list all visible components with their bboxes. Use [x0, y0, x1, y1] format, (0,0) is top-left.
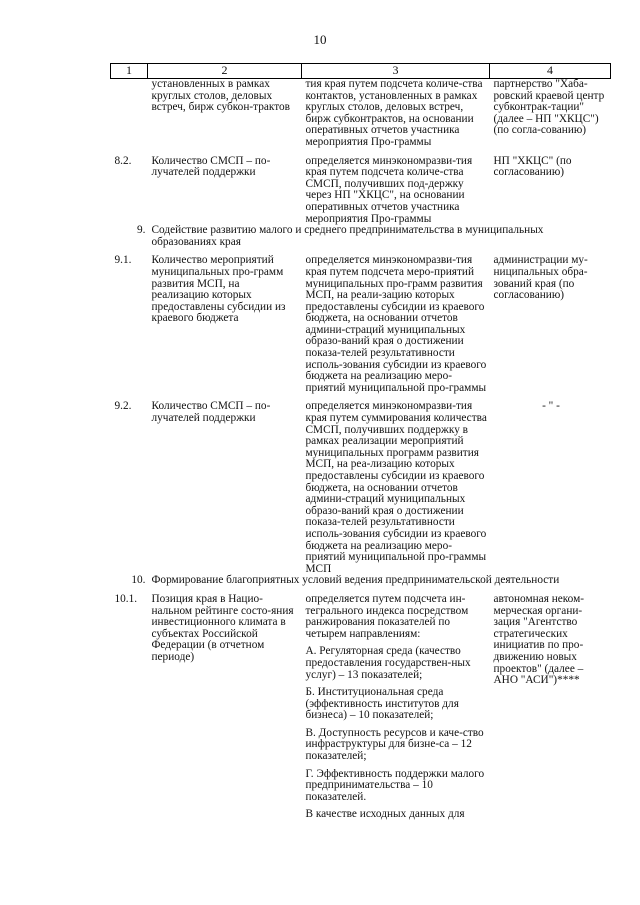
continuation-method: тия края путем подсчета количе-ства контактов, установленных в рамках круглых столов, деловых встреч, бирж субконтрактов, на основании оперативных отчетов участника мероприятия Про-граммы	[305, 78, 483, 148]
section-title: Содействие развитию малого и среднего предпринимательства в муниципальных образованиях края	[151, 224, 544, 248]
method-cell	[302, 587, 490, 827]
header-col-2: 2	[148, 64, 302, 79]
indicator-cell: Позиция края в Нацио-нальном рейтинге состо-яния инвестиционного климата в субъектах Российской Федерации (в отчетном периоде)	[151, 592, 294, 663]
method-item-g: Г. Эффективность поддержки малого предпринимательства – 10 показателей.	[305, 767, 485, 803]
header-col-3: 3	[302, 64, 490, 79]
indicator-cell: Количество СМСП – по-лучателей поддержки	[151, 154, 271, 179]
responsible-cell: - " -	[542, 400, 560, 413]
row-number: 9.2.	[114, 400, 132, 413]
indicator-cell: Количество мероприятий муниципальных про-грамм развития МСП, на реализацию которых предоставлены субсидии из краевого бюджета	[151, 254, 286, 325]
table-row-8-2	[111, 149, 611, 226]
row-number: 8.2.	[114, 154, 132, 167]
responsible-cell: автономная неком-мерческая органи-зация "Агентство стратегических инициатив по про-движению новых проектов" (далее – АНО "АСИ")****	[493, 592, 585, 687]
table-row-10-1	[111, 587, 611, 827]
section-number: 9.	[137, 224, 146, 237]
responsible-cell: администрации му-ниципальных обра-зований края (по согласованию)	[493, 254, 588, 302]
table-row-9-1	[111, 248, 611, 394]
continuation-indicator: установленных в рамках круглых столов, деловых встреч, бирж субкон-трактов	[151, 78, 290, 114]
continuation-row	[111, 79, 611, 149]
indicators-table	[110, 63, 611, 827]
page-number: 10	[313, 32, 327, 47]
method-intro: определяется путем подсчета ин-тегрального индекса посредством ранжирования показателей по четырем направлениям:	[305, 592, 469, 640]
indicator-cell: Количество СМСП – по-лучателей поддержки	[151, 400, 271, 425]
continuation-responsible: партнерство "Хаба-ровский краевой центр субконтрак-тации" (далее – НП "ХКЦС") (по согла-сованию)	[493, 78, 605, 137]
method-cell: определяется минэкономразви-тия края путем подсчета количе-ства СМСП, получивших под-держку через НП "ХКЦС", на основании оперативных отчетов участника мероприятия Про-граммы	[305, 154, 473, 225]
responsible-cell: НП "ХКЦС" (по согласованию)	[493, 154, 572, 179]
method-tail: В качестве исходных данных для	[305, 808, 465, 821]
section-row-10	[111, 575, 611, 587]
method-item-v: В. Доступность ресурсов и каче-ство инфраструктуры для бизне-са – 12 показателей;	[305, 726, 484, 763]
method-item-a: А. Регуляторная среда (качество предоставления государствен-ных услуг) – 13 показателей;	[305, 645, 471, 681]
method-cell: определяется минэкономразви-тия края путем суммирования количества СМСП, получивших поддержку в рамках реализации мероприятий муниципальных программ развития МСП, на реа-лизацию которых предоставлены субсидии из краевого бюджета, на основании отчетов админи-страций муниципальных образо-ваний края о достижении показа-телей результативности исполь-зования субсидии из краевого бюджета на реализацию меро-приятий муниципальной про-граммы МСП	[305, 400, 487, 575]
method-item-b: Б. Институциональная среда (эффективность институтов для бизнеса) – 10 показателей;	[305, 686, 459, 722]
header-row	[111, 64, 611, 79]
row-number: 10.1.	[114, 592, 138, 605]
section-number: 10.	[131, 574, 146, 587]
method-cell: определяется минэкономразви-тия края путем подсчета меро-приятий муниципальных про-грамм развития МСП, на реали-зацию которых предоставлены субсидии из краевого бюджета, на основании отчетов админи-страций муниципальных образо-ваний края о достижении показа-телей результативности исполь-зования субсидии из краевого бюджета на реализацию меро-приятий муниципальной про-граммы	[305, 254, 487, 394]
header-col-4: 4	[490, 64, 611, 79]
table-row-9-2	[111, 394, 611, 575]
section-title: Формирование благоприятных условий ведения предпринимательской деятельности	[151, 574, 560, 587]
row-number: 9.1.	[114, 254, 132, 267]
section-row-9	[111, 225, 611, 248]
header-col-1: 1	[111, 64, 148, 79]
